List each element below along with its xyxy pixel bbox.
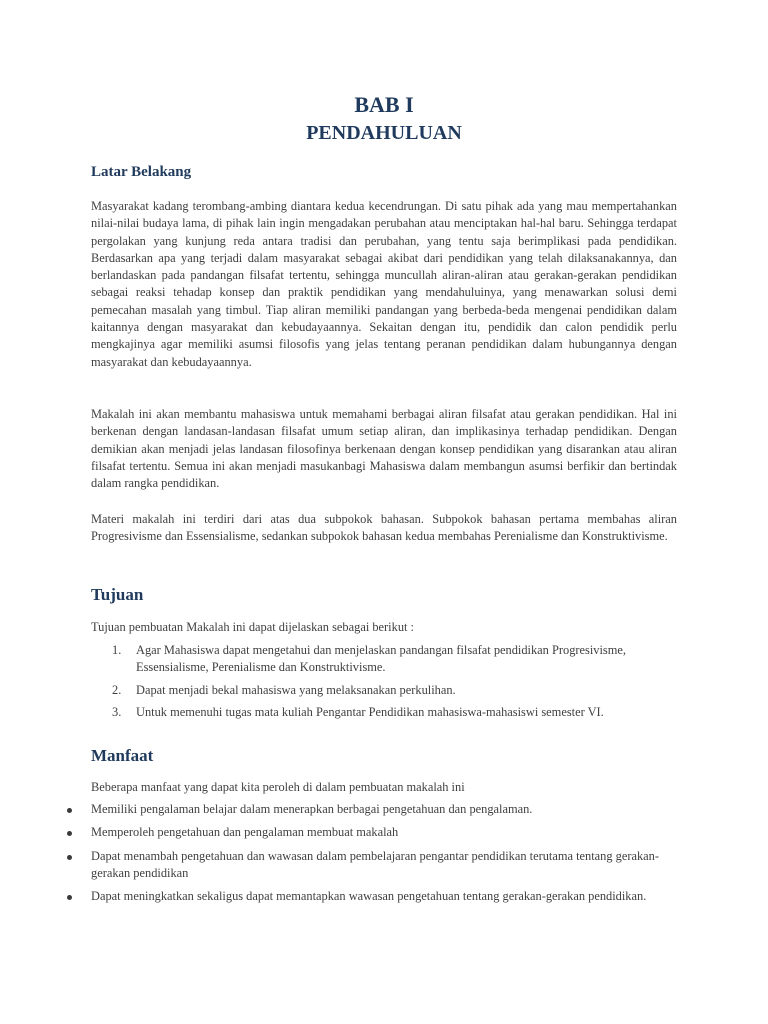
bullet-icon xyxy=(67,895,72,900)
chapter-title: PENDAHULUAN xyxy=(306,122,462,144)
list-item-text: Dapat menjadi bekal mahasiswa yang melaksanakan perkulihan. xyxy=(136,682,456,697)
bullet-icon xyxy=(67,831,72,836)
list-item xyxy=(62,824,662,841)
list-item-text: Memperoleh pengetahuan dan pengalaman membuat makalah xyxy=(91,825,399,840)
list-number: 1. xyxy=(112,643,122,657)
bullet-icon xyxy=(67,855,72,860)
heading-latar-belakang: Latar Belakang xyxy=(91,164,192,180)
bullet-icon xyxy=(67,808,72,813)
list-number: 3. xyxy=(112,704,122,719)
manfaat-list xyxy=(62,801,662,911)
paragraph-latar-belakang-2: Makalah ini akan membantu mahasiswa untuk memahami berbagai aliran filsafat atau gerakan pendidikan. Hal ini berkenan dengan landasan-landasan filsafat umum setiap aliran, dan implikasinya terhadap pendidikan. Dengan demikian akan menjadi jelas landasan filosofinya berkenaan dengan konsep pendidikan yang disarankan atau aliran filsafat tertentu. Semua ini akan menjadi masukanbagi Mahasiswa dalam membangun asumsi berfikir dan bertindak dalam rangka pendidikan. xyxy=(91,407,677,491)
list-item xyxy=(62,888,662,905)
list-item xyxy=(62,848,662,883)
paragraph-latar-belakang-3: Materi makalah ini terdiri dari atas dua subpokok bahasan. Subpokok bahasan pertama membahas aliran Progresivisme dan Essensialisme, sedankan subpokok bahasan kedua membahas Perenialisme dan Konstruktivisme. xyxy=(91,512,677,544)
manfaat-lead: Beberapa manfaat yang dapat kita peroleh di dalam pembuatan makalah ini xyxy=(91,780,465,794)
tujuan-lead: Tujuan pembuatan Makalah ini dapat dijelaskan sebagai berikut : xyxy=(91,620,414,634)
chapter-number: BAB I xyxy=(354,92,414,117)
list-item-text: Dapat meningkatkan sekaligus dapat memantapkan wawasan pengetahuan tentang gerakan-gerakan pendidikan. xyxy=(91,889,647,904)
list-number: 2. xyxy=(112,682,122,697)
heading-manfaat: Manfaat xyxy=(91,746,154,765)
tujuan-list xyxy=(91,642,651,726)
list-item-text: Agar Mahasiswa dapat mengetahui dan menjelaskan pandangan filsafat pendidikan Progresivisme, Essensialisme, Perenialisme dan Konstruktivisme. xyxy=(136,643,626,675)
heading-tujuan: Tujuan xyxy=(91,585,144,604)
list-item xyxy=(62,801,662,818)
list-item xyxy=(91,642,651,677)
paragraph-latar-belakang-1: Masyarakat kadang terombang-ambing diantara kedua kecendrungan. Di satu pihak ada yang mau mempertahankan nilai-nilai budaya lama, di pihak lain ingin mengadakan perubahan atau menciptakan hal-hal baru. Sehingga terdapat pergolakan yang kunjung reda antara tradisi dan perubahan, yang tentu saja berimplikasi pada pendidikan. Berdasarkan apa yang terjadi dalam masyarakat sebagai akibat dari pendidikan yang telah dilaksanakannya, dan berlandaskan pada pandangan filsafat tertentu, sehingga muncullah aliran-aliran atau gerakan-gerakan pendidikan sebagai reaksi tehadap konsep dan praktik pendidikan yang mendahuluinya, yang menawarkan solusi demi pemecahan masalah yang timbul. Tiap aliran memiliki pandangan yang berbeda-beda mengenai pendidikan dalam kaitannya dengan masyarakat dan kebudayaannya. Sekaitan dengan itu, pendidik dan calon pendidik perlu mengkajinya agar memiliki asumsi filosofis yang jelas tentang peranan pendidikan dalam hubungannya dengan masyarakat dan kebudayaannya. xyxy=(91,199,677,369)
list-item xyxy=(91,682,651,699)
list-item-text: Dapat menambah pengetahuan dan wawasan dalam pembelajaran pengantar pendidikan terutama tentang gerakan-gerakan pendidikan xyxy=(91,848,659,880)
list-item xyxy=(91,704,651,721)
list-item-text: Untuk memenuhi tugas mata kuliah Pengantar Pendidikan mahasiswa-mahasiswi semester VI. xyxy=(136,704,604,719)
list-item-text: Memiliki pengalaman belajar dalam menerapkan berbagai pengetahuan dan pengalaman. xyxy=(91,802,533,816)
